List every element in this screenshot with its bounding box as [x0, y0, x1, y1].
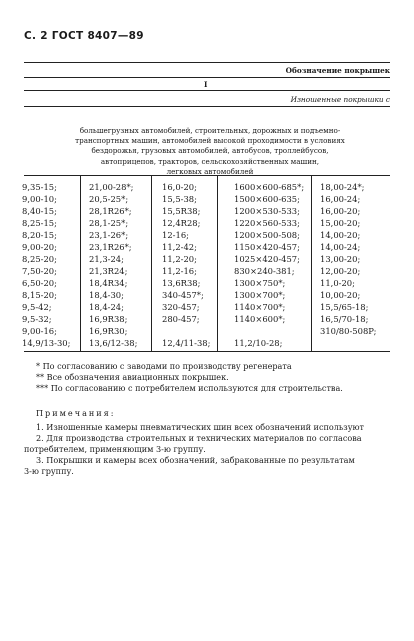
table-cell: 14,9/13-30; — [22, 338, 71, 348]
column-divider-4 — [311, 175, 312, 351]
table-cell — [234, 325, 304, 337]
table-cell: 310/80-508P; — [320, 326, 377, 336]
column-divider-2 — [151, 175, 152, 351]
table-cell: 340-457*; — [162, 290, 204, 300]
table-cell: 21,3-24; — [89, 254, 124, 264]
header-rule — [24, 77, 390, 78]
table-cell: 15,00-20; — [320, 218, 361, 228]
table-cell: 320-457; — [162, 302, 200, 312]
table-cell: 18,4-30; — [89, 290, 124, 300]
footnote: ** Все обозначения авиационных покрышек. — [36, 372, 229, 382]
table-cell: 23,1R26*; — [89, 242, 132, 252]
table-cell: 1200×500-508; — [234, 230, 300, 240]
table-cell: 10,00-20; — [320, 290, 361, 300]
description-line: легковых автомобилей — [166, 166, 254, 176]
note-item: 1. Изношенные камеры пневматических шин всех обозначений используют — [36, 422, 364, 432]
table-cell: 16,9R38; — [89, 314, 128, 324]
table-cell: 18,4-24; — [89, 302, 124, 312]
table-cell: 8,40-15; — [22, 206, 57, 216]
table-cell: 15,5/65-18; — [320, 302, 369, 312]
table-bottom-rule — [24, 351, 390, 352]
table-cell: 1150×420-457; — [234, 242, 300, 252]
table-cell: 11,2-42; — [162, 242, 197, 252]
table-cell: 8,25-20; — [22, 254, 57, 264]
table-column-1 — [22, 181, 70, 349]
description — [40, 126, 380, 177]
column-divider-3 — [217, 175, 218, 351]
table-cell: 1300×750*; — [234, 278, 286, 288]
notes-body — [24, 422, 390, 477]
group-number: I — [204, 80, 208, 89]
table-cell: 6,50-20; — [22, 278, 57, 288]
table-cell — [162, 325, 210, 337]
table-cell: 1300×700*; — [234, 290, 286, 300]
table-cell: 13,6R38; — [162, 278, 201, 288]
table-cell: 16,00-20; — [320, 206, 361, 216]
table-cell: 1140×600*; — [234, 314, 286, 324]
table-cell: 18,4R34; — [89, 278, 128, 288]
table-cell: 9,00-20; — [22, 242, 57, 252]
table-cell: 1220×560-533; — [234, 218, 300, 228]
table-cell: 28,1R26*; — [89, 206, 132, 216]
note-item: потребителем, применяющим 3-ю группу. — [24, 444, 206, 454]
table-cell: 14,00-20; — [320, 230, 361, 240]
table-cell: 1025×420-457; — [234, 254, 300, 264]
footnote: *** По согласованию с потребителем используются для строительства. — [36, 383, 343, 393]
table-cell: 11,2/10-28; — [234, 338, 283, 348]
table-cell: 8,20-15; — [22, 230, 57, 240]
table-cell: 1140×700*; — [234, 302, 286, 312]
footnotes — [36, 361, 343, 394]
note-item: 3. Покрышки и камеры всех обозначений, забракованные по результатам — [36, 455, 355, 465]
table-cell: 830×240-381; — [234, 266, 295, 276]
description-line: бездорожья, грузовых автомобилей, автобусов, троллейбусов, — [91, 146, 329, 156]
table-column-3 — [162, 181, 210, 349]
table-cell: 9,5-42; — [22, 302, 52, 312]
table-cell: 21,00-28*; — [89, 182, 134, 192]
column-header: Обозначение покрышек — [285, 66, 390, 75]
table-cell: 16,5/70-18; — [320, 314, 369, 324]
description-line: автоприцепов, тракторов, сельскохозяйственных машин, — [100, 156, 320, 166]
table-cell: 9,00-10; — [22, 194, 57, 204]
table-cell: 1200×530-533; — [234, 206, 300, 216]
table-cell: 8,15-20; — [22, 290, 57, 300]
table-cell: 21,3R24; — [89, 266, 128, 276]
table-cell: 7,50-20; — [22, 266, 57, 276]
table-cell: 9,5-32; — [22, 314, 52, 324]
table-cell: 16,9R30; — [89, 326, 128, 336]
table-column-2 — [89, 181, 137, 349]
table-cell: 16,0-20; — [162, 182, 197, 192]
table-cell: 15,5R38; — [162, 206, 201, 216]
table-cell: 11,2-20; — [162, 254, 197, 264]
description-line: большегрузных автомобилей, строительных, дорожных и подъемно- — [79, 126, 341, 135]
note-item: 2. Для производства строительных и технических материалов по согласова — [36, 433, 362, 443]
table-cell: 15,5-38; — [162, 194, 197, 204]
table-cell: 12-16; — [162, 230, 189, 240]
table-cell: 18,00-24*; — [320, 182, 365, 192]
note-item: 3-ю группу. — [24, 466, 74, 476]
table-cell: 13,6/12-38; — [89, 338, 138, 348]
table-cell: 1600×600-685*; — [234, 182, 305, 192]
table-cell: 12,4R28; — [162, 218, 201, 228]
table-top-rule — [24, 62, 390, 63]
notes-heading: Примечания: — [36, 408, 116, 418]
table-cell: 13,00-20; — [320, 254, 361, 264]
table-cell: 280-457; — [162, 314, 200, 324]
table-cell: 9,00-16; — [22, 326, 57, 336]
table-cell: 8,25-15; — [22, 218, 57, 228]
page-header: С. 2 ГОСТ 8407—89 — [24, 30, 144, 42]
column-divider-1 — [80, 175, 81, 351]
table-cell: 12,00-20; — [320, 266, 361, 276]
table-cell: 1500×600-635; — [234, 194, 300, 204]
table-cell: 16,00-24; — [320, 194, 361, 204]
table-cell: 9,35-15; — [22, 182, 57, 192]
table-cell: 12,4/11-38; — [162, 338, 211, 348]
table-cell: 20,5-25*; — [89, 194, 129, 204]
table-cell: 11,0-20; — [320, 278, 355, 288]
footnote: * По согласованию с заводами по производству регенерата — [36, 361, 292, 371]
group-label-rule — [24, 106, 390, 107]
table-cell: 11,2-16; — [162, 266, 197, 276]
group-label: Изношенные покрышки с — [290, 95, 390, 104]
table-cell: 14,00-24; — [320, 242, 361, 252]
table-cell: 23,1-26*; — [89, 230, 129, 240]
table-cell — [320, 337, 376, 349]
table-cell: 28,1-25*; — [89, 218, 129, 228]
group-rule — [24, 90, 390, 91]
table-column-5 — [320, 181, 376, 349]
description-line: транспортных машин, автомобилей высокой проходимости в условиях — [75, 136, 345, 146]
table-column-4 — [234, 181, 304, 349]
